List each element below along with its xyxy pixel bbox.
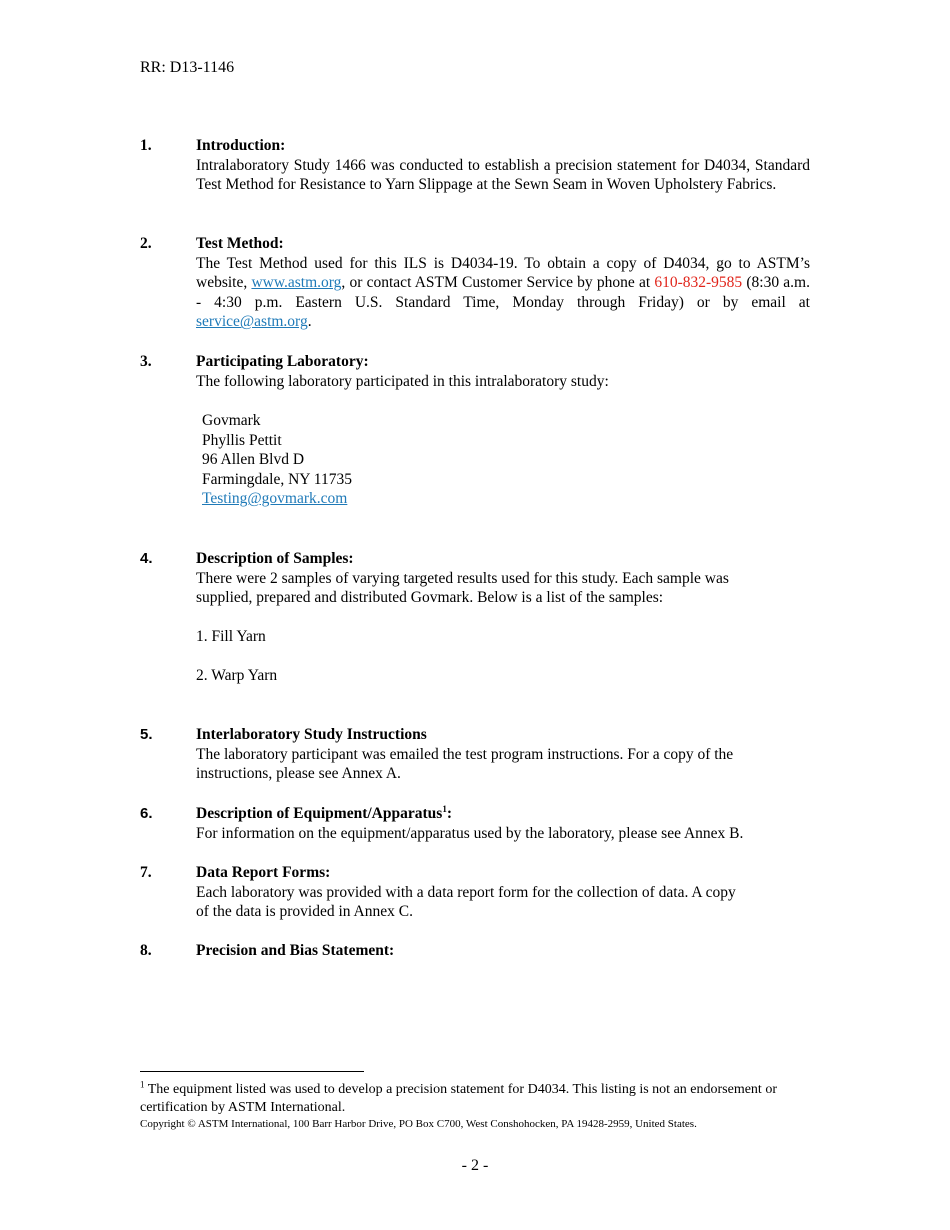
section-8-number: 8. xyxy=(140,942,152,959)
section-7-title: Data Report Forms: xyxy=(196,864,331,881)
section-4 xyxy=(196,549,810,608)
section-5-title: Interlaboratory Study Instructions xyxy=(196,726,427,743)
section-2-text-part3: (8:30 a.m. - 4:30 p.m. Eastern U.S. Standard Time, Monday through Friday) or by email at xyxy=(196,274,810,311)
lab-address xyxy=(202,411,352,509)
lab-email-link[interactable]: Testing@govmark.com xyxy=(202,490,348,508)
section-4-line-1: There were 2 samples of varying targeted results used for this study. Each sample was xyxy=(196,569,729,587)
section-2-text-part2: , or contact ASTM Customer Service by phone at xyxy=(341,274,655,292)
section-5-line-1: The laboratory participant was emailed the test program instructions. For a copy of the xyxy=(196,745,734,763)
sample-item-1: 1. Fill Yarn xyxy=(196,628,266,645)
section-2-number: 2. xyxy=(140,235,152,252)
section-4-title: Description of Samples: xyxy=(196,550,354,567)
section-5 xyxy=(196,725,810,784)
section-5-line-2: instructions, please see Annex A. xyxy=(196,765,401,783)
section-2-title: Test Method: xyxy=(196,235,284,252)
lab-name: Govmark xyxy=(202,412,261,429)
section-1-title: Introduction: xyxy=(196,137,286,154)
section-3-number: 3. xyxy=(140,353,152,370)
section-2 xyxy=(196,234,810,332)
section-7 xyxy=(196,863,810,922)
footnote-divider xyxy=(140,1071,364,1072)
section-4-line-2: supplied, prepared and distributed Govmark. Below is a list of the samples: xyxy=(196,589,664,607)
footnote-marker: 1 xyxy=(140,1079,145,1090)
section-3 xyxy=(196,352,810,391)
section-7-number: 7. xyxy=(140,864,152,881)
section-3-title: Participating Laboratory: xyxy=(196,353,369,370)
section-2-text xyxy=(196,254,810,332)
section-8-title: Precision and Bias Statement: xyxy=(196,942,395,959)
section-2-text-part1: The Test Method used for this ILS is D4034-19. To obtain a copy of D4034, go to ASTM’s website, xyxy=(196,254,810,292)
report-id: RR: D13-1146 xyxy=(140,59,235,76)
section-8 xyxy=(196,941,810,961)
sample-item-2: 2. Warp Yarn xyxy=(196,667,278,684)
section-1-number: 1. xyxy=(140,137,152,154)
footnote xyxy=(140,1081,820,1117)
copyright-notice: Copyright © ASTM International, 100 Barr Harbor Drive, PO Box C700, West Conshohocken, PA 19428-2959, United States. xyxy=(140,1118,697,1130)
page-number: - 2 - xyxy=(461,1157,489,1174)
section-1-text: Intralaboratory Study 1466 was conducted to establish a precision statement for D4034, Standard Test Method for Resistance to Yarn Slippage at the Sewn Seam in Woven Upholstery Fabrics. xyxy=(196,156,810,194)
section-6-number: 6. xyxy=(140,805,153,822)
footnote-text: The equipment listed was used to develop a precision statement for D4034. This listing is not an endorsement or certification by ASTM International. xyxy=(140,1082,777,1115)
astm-service-email-link[interactable]: service@astm.org xyxy=(196,313,308,331)
section-7-line-1: Each laboratory was provided with a data report form for the collection of data. A copy xyxy=(196,883,736,901)
footnote-reference: 1 xyxy=(442,803,447,814)
section-4-number: 4. xyxy=(140,550,153,567)
section-5-number: 5. xyxy=(140,726,153,743)
astm-website-link[interactable]: www.astm.org xyxy=(251,274,342,292)
section-3-text: The following laboratory participated in this intralaboratory study: xyxy=(196,372,609,390)
section-1 xyxy=(196,136,810,195)
section-2-text-part4: . xyxy=(307,313,312,331)
section-6-line-1: For information on the equipment/apparatus used by the laboratory, please see Annex B. xyxy=(196,824,744,842)
section-6-title-suffix: : xyxy=(446,805,452,822)
customer-service-phone: 610-832-9585 xyxy=(654,274,743,292)
lab-contact: Phyllis Pettit xyxy=(202,431,282,449)
section-7-line-2: of the data is provided in Annex C. xyxy=(196,903,413,921)
section-6-title-text: Description of Equipment/Apparatus xyxy=(196,805,443,822)
section-6 xyxy=(196,804,810,843)
lab-street: 96 Allen Blvd D xyxy=(202,451,305,469)
lab-city: Farmingdale, NY 11735 xyxy=(202,470,352,488)
section-6-title xyxy=(196,804,810,824)
